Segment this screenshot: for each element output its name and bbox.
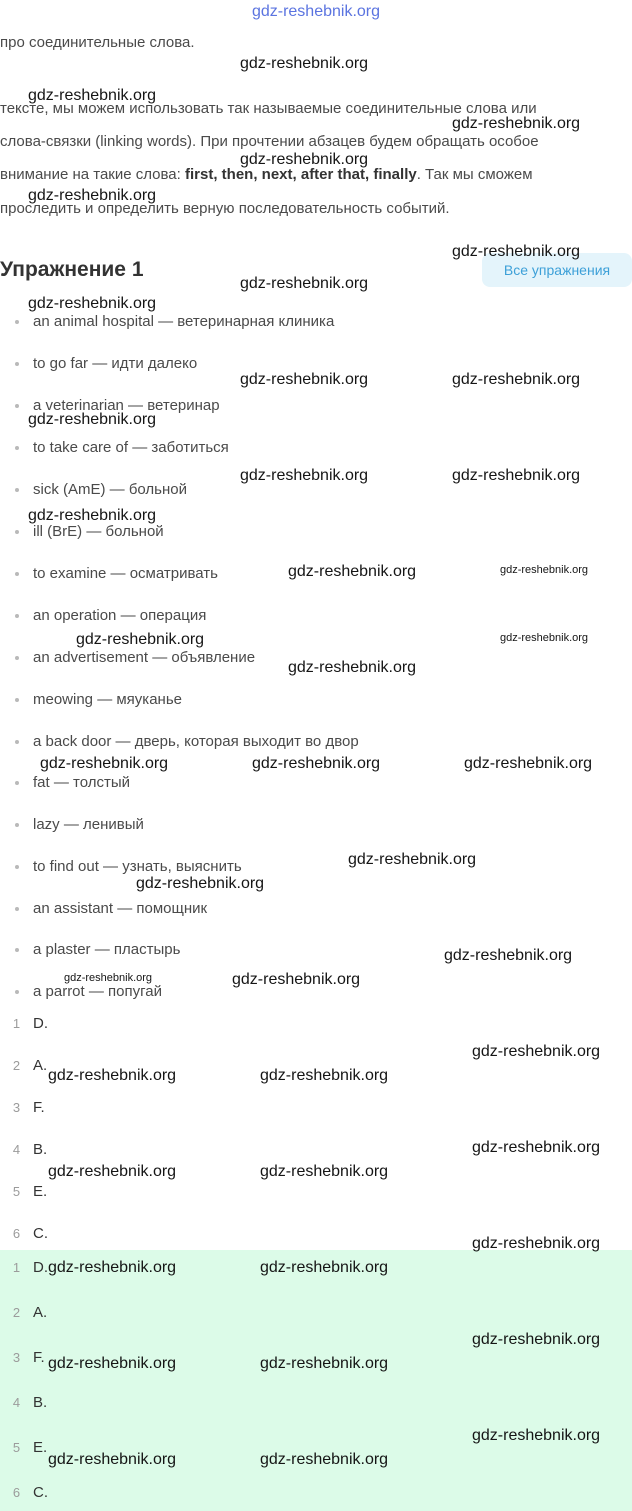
answer-letter: E. bbox=[33, 1439, 48, 1456]
answer-item bbox=[0, 1437, 47, 1459]
watermark: gdz-reshebnik.org bbox=[48, 1355, 177, 1372]
bullet-icon bbox=[15, 572, 19, 576]
bullet-icon bbox=[15, 656, 19, 660]
bullet-icon bbox=[15, 698, 19, 702]
vocab-text: a plaster — пластырь bbox=[33, 941, 181, 958]
answer-item bbox=[0, 1347, 45, 1369]
answer-letter: D. bbox=[33, 1259, 48, 1276]
intro-line: про соединительные слова. bbox=[0, 34, 195, 51]
watermark: gdz-reshebnik.org bbox=[472, 1331, 601, 1348]
bullet-icon bbox=[15, 488, 19, 492]
item-letter: C. bbox=[33, 1225, 48, 1242]
vocab-item bbox=[15, 731, 359, 753]
answer-item bbox=[0, 1257, 48, 1279]
watermark: gdz-reshebnik.org bbox=[252, 755, 381, 772]
vocab-text: to go far — идти далеко bbox=[33, 355, 198, 372]
answer-letter: B. bbox=[33, 1394, 48, 1411]
watermark: gdz-reshebnik.org bbox=[28, 87, 157, 104]
watermark: gdz-reshebnik.org bbox=[452, 467, 581, 484]
watermark: gdz-reshebnik.org bbox=[240, 151, 369, 168]
watermark: gdz-reshebnik.org bbox=[260, 1067, 389, 1084]
watermark: gdz-reshebnik.org bbox=[136, 875, 265, 892]
watermark: gdz-reshebnik.org bbox=[452, 371, 581, 388]
ordering-item bbox=[0, 1181, 47, 1203]
vocab-text: a parrot — попугай bbox=[33, 983, 162, 1000]
answer-box bbox=[0, 1250, 632, 1511]
watermark: gdz-reshebnik.org bbox=[500, 632, 589, 644]
answer-item bbox=[0, 1392, 47, 1414]
watermark: gdz-reshebnik.org bbox=[348, 851, 477, 868]
all-exercises-button[interactable]: Все упражнения bbox=[482, 253, 632, 287]
vocab-item bbox=[15, 479, 187, 501]
vocab-item bbox=[15, 647, 255, 669]
watermark: gdz-reshebnik.org bbox=[472, 1235, 601, 1252]
answer-number: 4 bbox=[12, 1395, 21, 1410]
watermark: gdz-reshebnik.org bbox=[28, 295, 157, 312]
item-letter: E. bbox=[33, 1183, 48, 1200]
watermark: gdz-reshebnik.org bbox=[444, 947, 573, 964]
watermark: gdz-reshebnik.org bbox=[288, 563, 417, 580]
item-number: 2 bbox=[12, 1058, 21, 1073]
watermark: gdz-reshebnik.org bbox=[452, 243, 581, 260]
watermark: gdz-reshebnik.org bbox=[472, 1139, 601, 1156]
vocab-text: an assistant — помощник bbox=[33, 900, 208, 917]
ordering-item bbox=[0, 1097, 45, 1119]
vocab-text: an operation — операция bbox=[33, 607, 207, 624]
site-header-link[interactable]: gdz-reshebnik.org bbox=[251, 3, 381, 20]
watermark: gdz-reshebnik.org bbox=[260, 1259, 389, 1276]
watermark: gdz-reshebnik.org bbox=[464, 755, 593, 772]
bullet-icon bbox=[15, 614, 19, 618]
item-number: 1 bbox=[12, 1016, 21, 1031]
answer-letter: A. bbox=[33, 1304, 48, 1321]
bullet-icon bbox=[15, 781, 19, 785]
vocab-item bbox=[15, 437, 229, 459]
watermark: gdz-reshebnik.org bbox=[260, 1451, 389, 1468]
vocab-text: an advertisement — объявление bbox=[33, 649, 256, 666]
vocab-text: ill (BrE) — больной bbox=[33, 523, 164, 540]
vocab-item bbox=[15, 772, 130, 794]
watermark: gdz-reshebnik.org bbox=[28, 187, 157, 204]
answer-number: 6 bbox=[12, 1485, 21, 1500]
watermark: gdz-reshebnik.org bbox=[28, 507, 157, 524]
answer-number: 3 bbox=[12, 1350, 21, 1365]
bullet-icon bbox=[15, 320, 19, 324]
item-number: 6 bbox=[12, 1226, 21, 1241]
vocab-item bbox=[15, 814, 144, 836]
answer-letter: C. bbox=[33, 1484, 48, 1501]
intro-text: . Так мы сможем bbox=[416, 166, 533, 183]
intro-line: слова-связки (linking words). При прочтении абзацев будем обращать особое bbox=[0, 133, 539, 150]
item-letter: A. bbox=[33, 1057, 48, 1074]
vocab-text: sick (AmE) — больной bbox=[33, 481, 188, 498]
ordering-item bbox=[0, 1139, 47, 1161]
item-letter: B. bbox=[33, 1141, 48, 1158]
item-number: 5 bbox=[12, 1184, 21, 1199]
watermark: gdz-reshebnik.org bbox=[28, 411, 157, 428]
watermark: gdz-reshebnik.org bbox=[288, 659, 417, 676]
bullet-icon bbox=[15, 823, 19, 827]
watermark: gdz-reshebnik.org bbox=[260, 1355, 389, 1372]
answer-number: 5 bbox=[12, 1440, 21, 1455]
vocab-text: a veterinarian — ветеринар bbox=[33, 397, 220, 414]
watermark: gdz-reshebnik.org bbox=[260, 1163, 389, 1180]
bullet-icon bbox=[15, 865, 19, 869]
bullet-icon bbox=[15, 362, 19, 366]
vocab-item bbox=[15, 563, 218, 585]
item-number: 4 bbox=[12, 1142, 21, 1157]
watermark: gdz-reshebnik.org bbox=[240, 371, 369, 388]
intro-line: проследить и определить верную последовательность событий. bbox=[0, 200, 450, 217]
vocab-text: fat — толстый bbox=[33, 774, 131, 791]
vocab-item bbox=[15, 605, 206, 627]
watermark: gdz-reshebnik.org bbox=[76, 631, 205, 648]
answer-item bbox=[0, 1302, 47, 1324]
watermark: gdz-reshebnik.org bbox=[240, 467, 369, 484]
vocab-text: to find out — узнать, выяснить bbox=[33, 858, 242, 875]
item-number: 3 bbox=[12, 1100, 21, 1115]
watermark: gdz-reshebnik.org bbox=[240, 275, 369, 292]
vocab-item bbox=[15, 311, 334, 333]
vocab-item bbox=[15, 353, 197, 375]
vocab-text: to take care of — заботиться bbox=[33, 439, 229, 456]
watermark: gdz-reshebnik.org bbox=[452, 115, 581, 132]
watermark: gdz-reshebnik.org bbox=[48, 1259, 177, 1276]
bullet-icon bbox=[15, 990, 19, 994]
bullet-icon bbox=[15, 446, 19, 450]
exercise-title: Упражнение 1 bbox=[0, 258, 144, 281]
vocab-item bbox=[15, 898, 207, 920]
bullet-icon bbox=[15, 404, 19, 408]
intro-text: внимание на такие слова: bbox=[0, 166, 185, 183]
vocab-text: an animal hospital — ветеринарная клиника bbox=[33, 313, 335, 330]
vocab-text: lazy — ленивый bbox=[33, 816, 144, 833]
vocab-text: meowing — мяуканье bbox=[33, 691, 182, 708]
answer-item bbox=[0, 1482, 48, 1504]
answer-number: 2 bbox=[12, 1305, 21, 1320]
watermark: gdz-reshebnik.org bbox=[472, 1427, 601, 1444]
watermark: gdz-reshebnik.org bbox=[240, 55, 369, 72]
watermark: gdz-reshebnik.org bbox=[64, 972, 153, 984]
watermark: gdz-reshebnik.org bbox=[500, 564, 589, 576]
watermark: gdz-reshebnik.org bbox=[48, 1067, 177, 1084]
bullet-icon bbox=[15, 530, 19, 534]
vocab-item bbox=[15, 939, 180, 961]
answer-letter: F. bbox=[33, 1349, 45, 1366]
bullet-icon bbox=[15, 907, 19, 911]
item-letter: F. bbox=[33, 1099, 45, 1116]
bullet-icon bbox=[15, 740, 19, 744]
answer-number: 1 bbox=[12, 1260, 21, 1275]
vocab-text: a back door — дверь, которая выходит во двор bbox=[33, 733, 359, 750]
intro-line: тексте, мы можем использовать так называемые соединительные слова или bbox=[0, 100, 537, 117]
watermark: gdz-reshebnik.org bbox=[48, 1451, 177, 1468]
watermark: gdz-reshebnik.org bbox=[232, 971, 361, 988]
item-letter: D. bbox=[33, 1015, 48, 1032]
vocab-item bbox=[15, 689, 182, 711]
watermark: gdz-reshebnik.org bbox=[40, 755, 169, 772]
watermark: gdz-reshebnik.org bbox=[472, 1043, 601, 1060]
ordering-item bbox=[0, 1223, 48, 1245]
watermark: gdz-reshebnik.org bbox=[48, 1163, 177, 1180]
linking-words-bold: first, then, next, after that, finally bbox=[185, 166, 417, 183]
vocab-item bbox=[15, 981, 162, 1003]
ordering-item bbox=[0, 1055, 47, 1077]
ordering-item bbox=[0, 1013, 48, 1035]
vocab-text: to examine — осматривать bbox=[33, 565, 218, 582]
bullet-icon bbox=[15, 948, 19, 952]
